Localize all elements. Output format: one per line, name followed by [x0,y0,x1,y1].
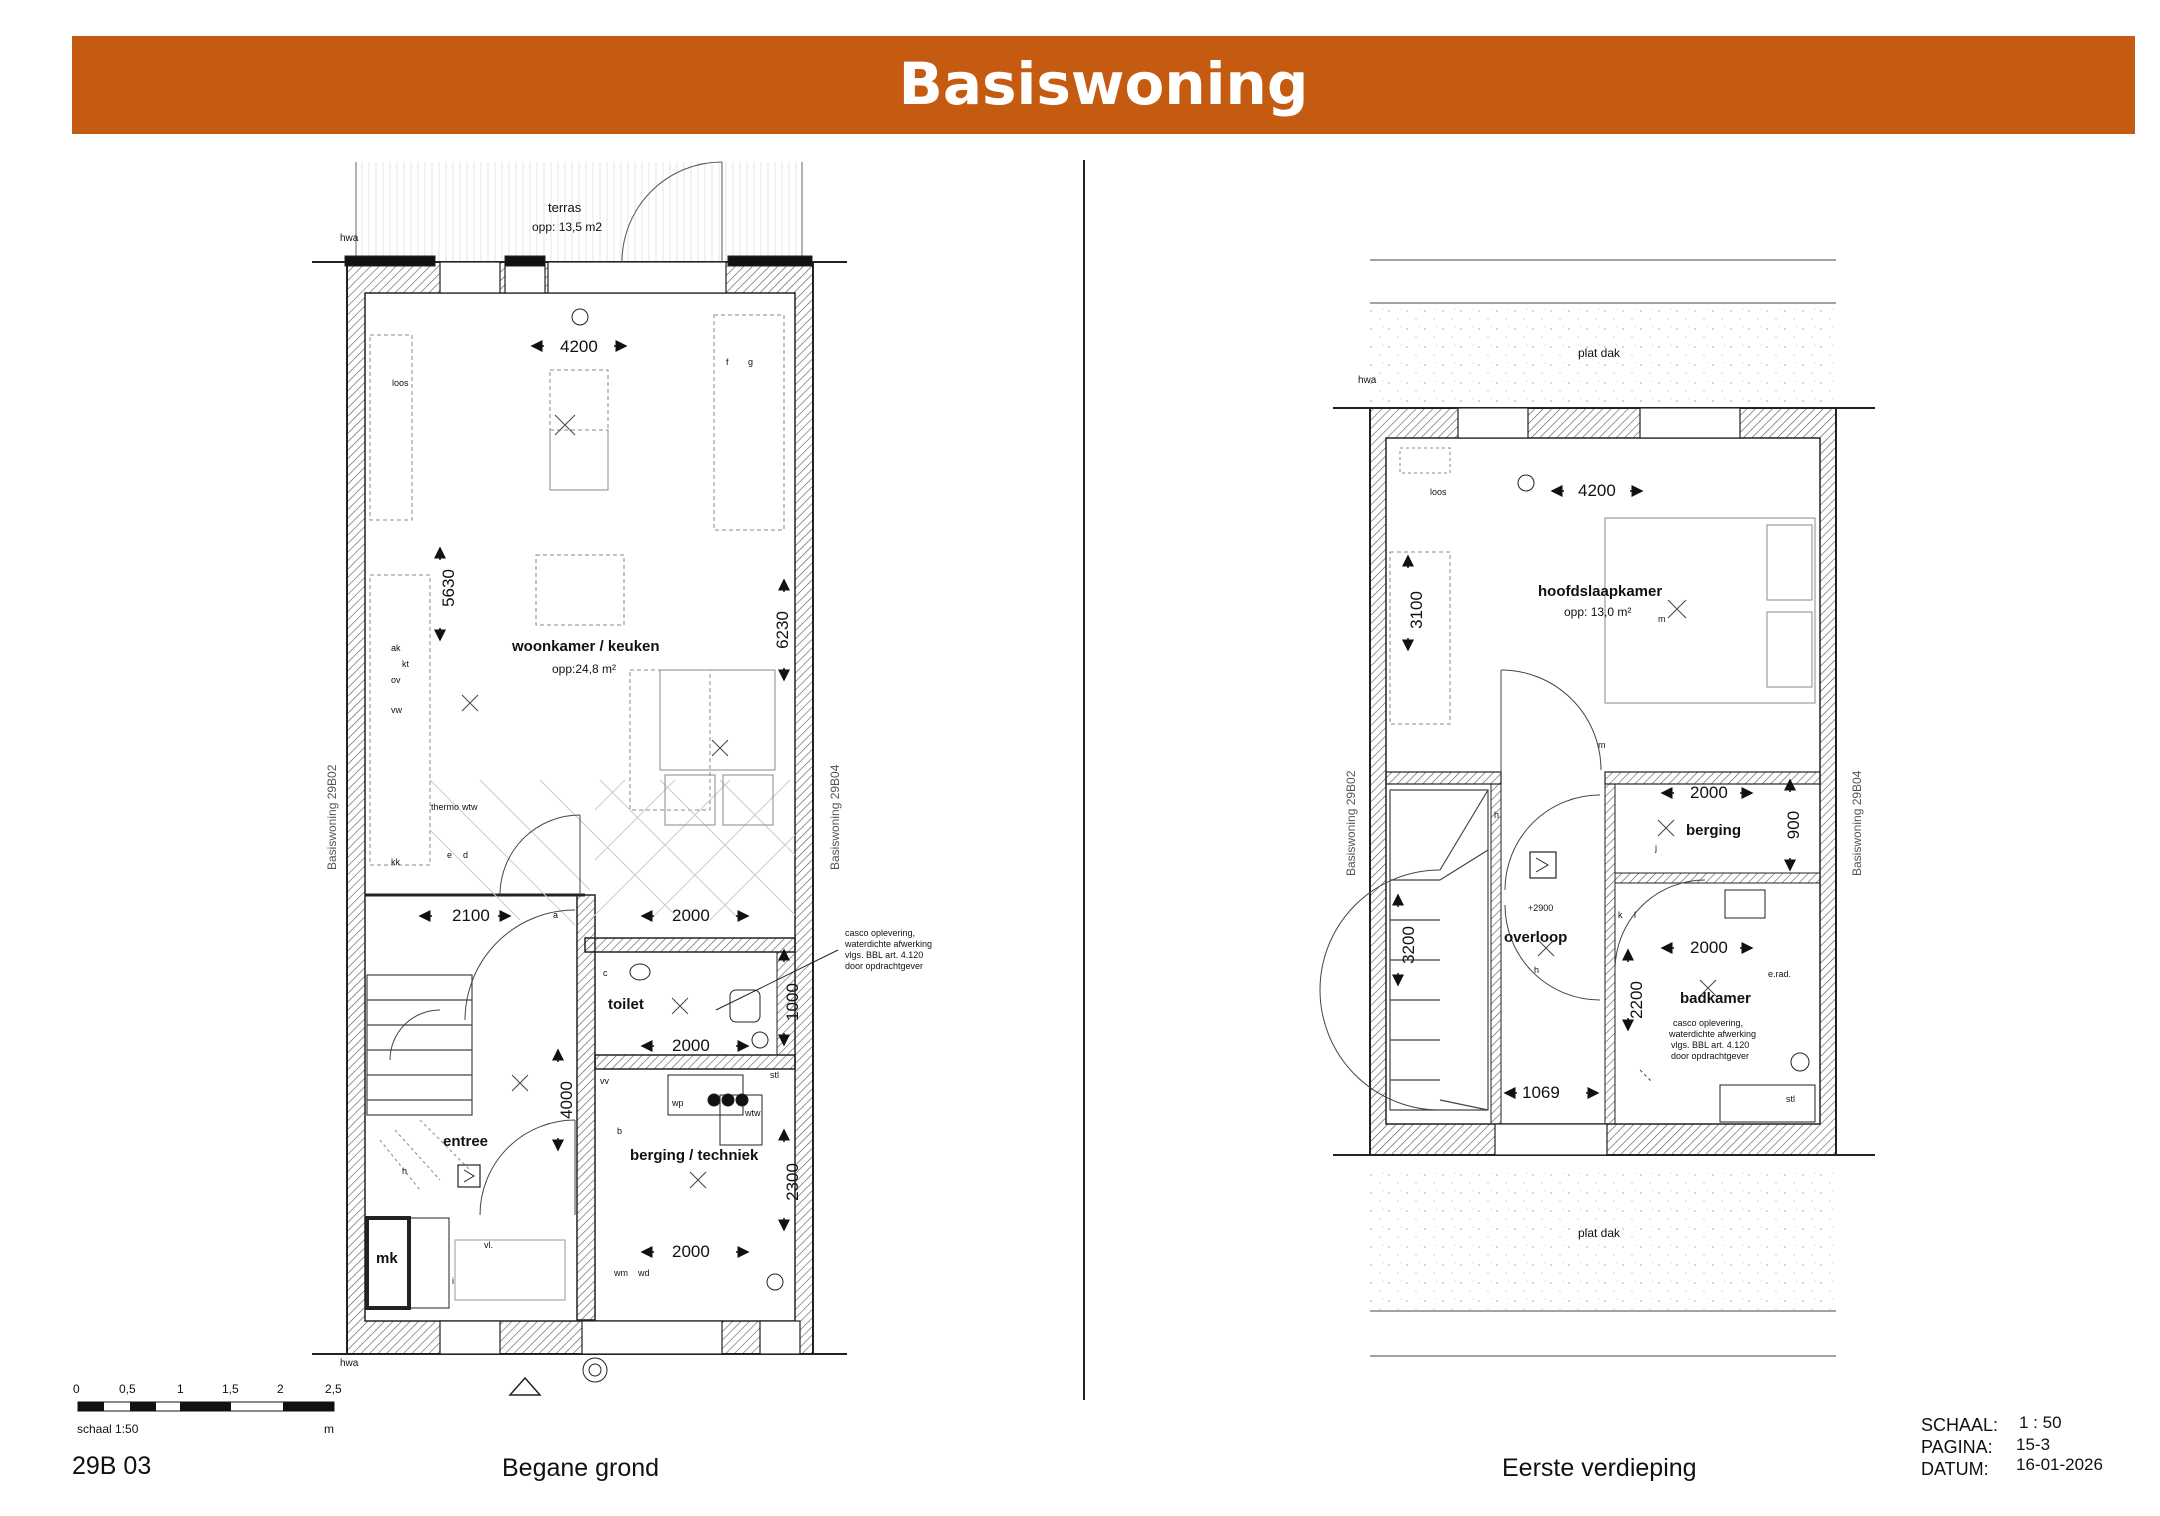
page-value: 15-3 [2016,1435,2051,1454]
outlet-e-living: e [447,850,453,860]
page-title: Basiswoning [898,50,1309,118]
bathroom-width-dim: 2000 [1690,938,1728,957]
roof-bottom-label: plat dak [1578,1226,1621,1240]
living-room-label: woonkamer / keuken [512,638,660,655]
wtw-label-tech: wtw [745,1108,761,1118]
ground-note-line2: waterdichte afwerking [845,939,933,949]
ground-note-line4: door opdrachtgever [845,961,924,971]
hwa-label-bottom: hwa [340,1358,359,1369]
storage-depth-dim: 2300 [782,1163,802,1201]
wd-label: wd [638,1268,650,1278]
kk-label: kk [391,857,400,867]
outlet-a-entree: a [553,910,559,920]
entrance-width-dim: 2100 [452,906,490,925]
bathroom-depth-dim: 2200 [1626,981,1646,1019]
scale-tick-0: 0 [73,1382,80,1396]
first-storage-label: berging [1686,822,1741,839]
ground-note-line1: casco oplevering, [845,928,916,938]
bedroom-label: hoofdslaapkamer [1538,583,1663,600]
outlet-g-living: g [748,357,754,367]
toilet-label: toilet [608,996,644,1013]
ov-label: ov [391,675,401,685]
stair-depth-dim: 3200 [1398,926,1418,964]
scale-tick-3: 1,5 [222,1382,239,1396]
outlet-f-living: f [726,357,729,367]
first-outlet-j: j [1655,843,1657,853]
hwa-label-top: hwa [340,233,359,244]
scale-unit: m [324,1422,334,1436]
outlet-d-living: d [463,850,469,860]
storage-width-dim: 2000 [672,1242,710,1261]
first-neighbor-right-label: Basiswoning 29B04 [1850,770,1864,876]
thermo-label: thermo [431,802,460,812]
stl-label-ground: stl [770,1070,779,1080]
scale-key: SCHAAL: [1921,1415,1999,1435]
vw-label: vw [391,705,402,715]
date-key: DATUM: [1921,1459,1989,1479]
storage-width-dim-first: 2000 [1690,783,1728,802]
outlet-i-entree: i [452,1276,454,1286]
page-key: PAGINA: [1921,1437,1993,1457]
terrace-label: terras [548,200,582,215]
scale-value: 1 : 50 [2019,1413,2062,1432]
first-note-line3: vlgs. BBL art. 4.120 [1671,1040,1750,1050]
first-floor-plan [1320,260,1875,1356]
first-outlet-l: l [1634,910,1636,920]
living-depth-dim: 5630 [438,569,458,607]
terrace-area: opp: 13,5 m2 [532,220,603,234]
bedroom-area: opp: 13,0 m² [1564,605,1632,619]
toilet-depth-dim: 1000 [782,983,802,1021]
ground-note-line3: vlgs. BBL art. 4.120 [845,950,924,960]
landing-width-dim: 1069 [1522,1083,1560,1102]
outlet-c-toilet: c [603,968,608,978]
vv-label: vv [600,1076,609,1086]
first-outlet-k: k [1618,910,1623,920]
first-hwa-label: hwa [1358,375,1377,386]
bathroom-label: badkamer [1680,990,1751,1007]
kt-label: kt [402,659,410,669]
outlet-b-tech: b [617,1126,623,1136]
bedroom-width-dim: 4200 [1578,481,1616,500]
first-note-line1: casco oplevering, [1673,1018,1744,1028]
living-room-area: opp:24,8 m² [552,662,617,676]
date-value: 16-01-2026 [2016,1455,2103,1474]
scale-tick-4: 2 [277,1382,284,1396]
first-outlet-m-door: m [1598,740,1606,750]
first-outlet-h-stair: h [1534,965,1540,975]
scale-tick-2: 1 [177,1382,184,1396]
wm-label: wm [614,1268,628,1278]
bedroom-depth-dim: 3100 [1406,591,1426,629]
living-depth-dim-right: 6230 [772,611,792,649]
first-note-line4: door opdrachtgever [1671,1051,1750,1061]
scale-tick-1: 0,5 [119,1382,136,1396]
ground-loos-label: loos [392,378,409,388]
storage-depth-dim-first: 900 [1784,810,1804,840]
wp-label: wp [672,1098,684,1108]
ak-label: ak [391,643,401,653]
entrance-label: entree [443,1133,489,1150]
first-stl-label: stl [1786,1094,1795,1104]
outlet-h-entree: h [402,1166,408,1176]
living-lower-width-dim: 2000 [672,906,710,925]
first-outlet-m-bed: m [1658,614,1666,624]
meter-cupboard-label: mk [376,1250,398,1267]
vl-label: vl. [484,1240,493,1250]
storage-label: berging / techniek [630,1147,759,1164]
entrance-depth-dim: 4000 [556,1081,576,1119]
landing-level: +2900 [1528,903,1554,913]
toilet-width-dim: 2000 [672,1036,710,1055]
first-floor-title: Eerste verdieping [1502,1454,1697,1482]
neighbor-left-label: Basiswoning 29B02 [325,764,339,870]
scale-label: schaal 1:50 [77,1422,139,1436]
ground-floor-title: Begane grond [502,1454,660,1482]
unit-code: 29B 03 [72,1452,152,1480]
scale-bar [78,1402,334,1411]
neighbor-right-label: Basiswoning 29B04 [828,764,842,870]
landing-label: overloop [1504,929,1568,946]
scale-tick-5: 2,5 [325,1382,342,1396]
first-outlet-h-landing: h [1494,810,1500,820]
roof-top-label: plat dak [1578,346,1621,360]
first-note-line2: waterdichte afwerking [1669,1029,1757,1039]
first-neighbor-left-label: Basiswoning 29B02 [1344,770,1358,876]
wtw-label-living: wtw [462,802,478,812]
first-loos-label: loos [1430,487,1447,497]
living-width-dim: 4200 [560,337,598,356]
erad-label: e.rad. [1768,969,1792,979]
